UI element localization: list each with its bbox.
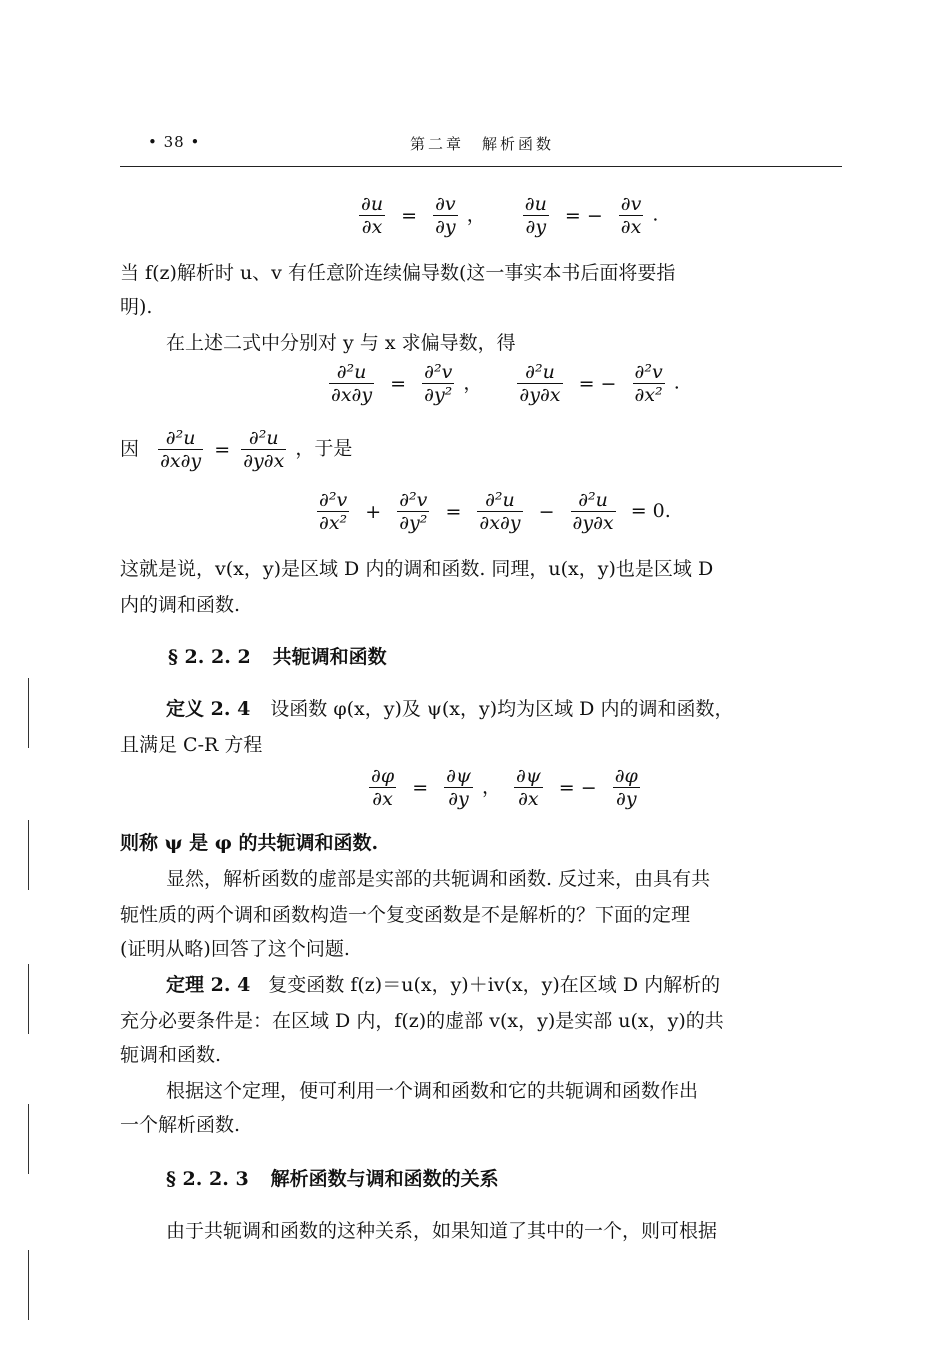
section-heading	[168, 642, 387, 669]
theorem-text: 复变函数 f(z)＝u(x，y)＋iv(x，y)在区域 D 内解析的	[268, 974, 721, 996]
numerator: ∂²u	[158, 428, 203, 450]
denominator: ∂y	[448, 788, 469, 810]
numerator: ∂²u	[241, 428, 286, 450]
cr-equations	[356, 194, 658, 237]
fraction	[329, 362, 374, 405]
fraction	[444, 766, 473, 809]
period: .	[673, 371, 680, 394]
text-line: 且满足 C-R 方程	[120, 734, 263, 756]
scan-margin-mark	[28, 678, 29, 748]
fraction	[158, 428, 203, 471]
text-prefix: 因	[120, 437, 140, 460]
fraction	[369, 766, 396, 809]
denominator: ∂y²	[424, 384, 453, 406]
numerator: ∂²v	[399, 489, 428, 511]
fraction	[433, 194, 458, 237]
numerator: ∂²u	[517, 362, 562, 384]
denominator: ∂x∂y	[331, 384, 373, 406]
text-line: 根据这个定理，便可利用一个调和函数和它的共轭调和函数作出	[166, 1080, 699, 1102]
fraction	[633, 362, 665, 405]
text-line: 充分必要条件是：在区域 D 内，f(z)的虚部 v(x，y)是实部 u(x，y)的共	[120, 1010, 724, 1032]
denominator: ∂x	[372, 788, 393, 810]
equals-minus-sign: = −	[558, 776, 597, 799]
text-line: 轭性质的两个调和函数构造一个复变函数是不是解析的？下面的定理	[120, 904, 691, 926]
separator: ，	[466, 203, 486, 226]
fraction	[571, 490, 616, 533]
numerator: ∂ψ	[516, 765, 541, 787]
denominator: ∂y∂x	[519, 384, 561, 406]
denominator: ∂x²	[319, 512, 348, 534]
separator: ，	[481, 775, 501, 798]
fraction	[613, 766, 640, 809]
fraction	[477, 490, 522, 533]
numerator: ∂v	[620, 193, 642, 215]
denominator: ∂x	[518, 788, 539, 810]
equals-sign: =	[445, 500, 462, 523]
numerator: ∂u	[524, 193, 547, 215]
fraction	[359, 194, 385, 237]
equals-zero: = 0.	[630, 499, 671, 522]
numerator: ∂ψ	[446, 765, 471, 787]
fraction	[619, 194, 644, 237]
period: .	[652, 203, 659, 226]
numerator: ∂v	[435, 193, 456, 215]
equals-sign: =	[390, 372, 407, 395]
text-line: 轭调和函数.	[120, 1044, 222, 1066]
numerator: ∂φ	[371, 765, 395, 787]
numerator: ∂φ	[614, 765, 638, 787]
scan-margin-mark	[28, 820, 29, 890]
text-line: 显然，解析函数的虚部是实部的共轭调和函数. 反过来，由具有共	[166, 868, 711, 890]
scan-margin-mark	[28, 1250, 29, 1320]
denominator: ∂x	[620, 216, 642, 238]
theorem-line	[166, 970, 720, 997]
section-title: 共轭调和函数	[272, 646, 387, 668]
denominator: ∂x∂y	[479, 512, 521, 534]
page-header	[120, 133, 842, 161]
fraction	[317, 490, 349, 533]
fraction	[517, 362, 562, 405]
inline-equality-line	[120, 428, 352, 471]
numerator: ∂²v	[424, 361, 453, 383]
fraction	[523, 194, 549, 237]
text-line: 一个解析函数.	[120, 1114, 241, 1136]
numerator: ∂²u	[477, 490, 522, 512]
fraction	[241, 428, 286, 471]
page-number: • 38 •	[148, 133, 201, 151]
fraction	[514, 766, 543, 809]
text-line: 在上述二式中分别对 y 与 x 求偏导数，得	[166, 332, 516, 354]
numerator: ∂²u	[571, 490, 616, 512]
section-heading	[166, 1164, 499, 1191]
theorem-label: 定理 2. 4	[166, 974, 251, 996]
fraction	[422, 362, 454, 405]
fraction	[397, 490, 429, 533]
laplace-equation	[314, 490, 671, 533]
equals-sign: =	[401, 204, 418, 227]
denominator: ∂y	[616, 788, 637, 810]
denominator: ∂x²	[634, 384, 663, 406]
denominator: ∂y∂x	[243, 450, 285, 472]
definition-line	[166, 694, 733, 721]
numerator: ∂²v	[634, 361, 663, 383]
plus-sign: +	[365, 500, 382, 523]
numerator: ∂²u	[329, 362, 374, 384]
section-title: 解析函数与调和函数的关系	[270, 1168, 499, 1190]
text-line: 明).	[120, 296, 153, 318]
equals-sign: =	[214, 438, 231, 461]
text-suffix: ，于是	[295, 437, 353, 460]
text-line: 当 f(z)解析时 u、v 有任意阶连续偏导数(这一事实本书后面将要指	[120, 262, 676, 284]
definition-conclusion: 则称 ψ 是 φ 的共轭调和函数.	[120, 832, 379, 854]
header-rule	[120, 166, 842, 167]
denominator: ∂x	[361, 216, 383, 238]
denominator: ∂x∂y	[160, 450, 202, 472]
section-number: § 2. 2. 3	[166, 1168, 249, 1190]
denominator: ∂y²	[399, 512, 428, 534]
chapter-title: 第二章 解析函数	[410, 135, 555, 153]
separator: ，	[463, 371, 483, 394]
text-line: 这就是说，v(x，y)是区域 D 内的调和函数. 同理，u(x，y)也是区域 D	[120, 558, 714, 580]
second-derivative-equations	[326, 362, 680, 405]
equals-sign: =	[412, 776, 429, 799]
denominator: ∂y	[435, 216, 456, 238]
section-number: § 2. 2. 2	[168, 646, 251, 668]
minus-sign: −	[538, 500, 555, 523]
denominator: ∂y∂x	[572, 512, 614, 534]
text-line: 由于共轭调和函数的这种关系，如果知道了其中的一个，则可根据	[166, 1220, 718, 1242]
text-line: 内的调和函数.	[120, 594, 241, 616]
scan-margin-mark	[28, 1104, 29, 1174]
definition-label: 定义 2. 4	[166, 698, 251, 720]
numerator: ∂²v	[319, 489, 348, 511]
text-line: (证明从略)回答了这个问题.	[120, 938, 350, 960]
numerator: ∂u	[361, 193, 384, 215]
scan-margin-mark	[28, 964, 29, 1034]
equals-minus-sign: = −	[564, 204, 603, 227]
definition-text: 设函数 φ(x，y)及 ψ(x，y)均为区域 D 内的调和函数，	[270, 698, 734, 720]
denominator: ∂y	[525, 216, 547, 238]
cr-equations-conjugate	[366, 766, 643, 809]
equals-minus-sign: = −	[578, 372, 617, 395]
